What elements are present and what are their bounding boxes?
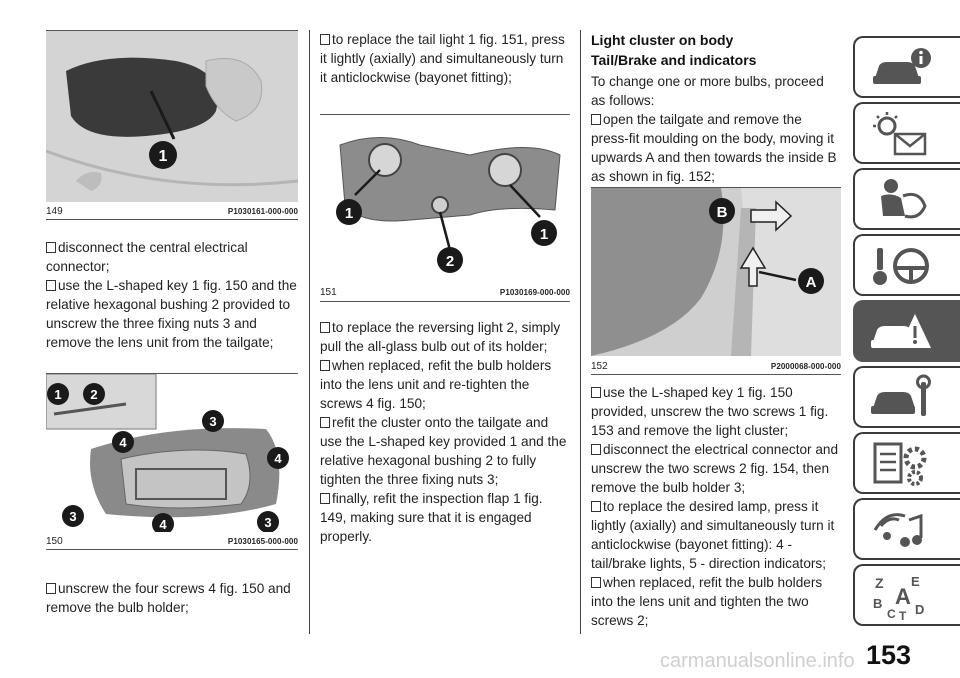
column-divider: [309, 30, 310, 634]
step-list: [320, 318, 570, 546]
column-divider: [580, 30, 581, 634]
figure-152-image: [591, 188, 841, 356]
figure-code: P1030165-000-000: [227, 537, 298, 546]
checkbox-bullet-icon: [320, 322, 330, 333]
figure-151-callout: 1: [539, 226, 549, 243]
dashboard-lights-icon: [869, 110, 933, 158]
step-list: [591, 72, 841, 186]
step-item: use the L-shaped key 1 fig. 150 provided, unscrew the two screws 1 fig. 153 and remove the light cluster;: [591, 385, 829, 438]
key-steering-wheel-icon: [869, 242, 933, 290]
figure-150-callout: 3: [69, 509, 77, 524]
figure-code: P2000068-000-000: [770, 362, 841, 371]
tab-starting-driving[interactable]: [853, 234, 960, 296]
checkbox-bullet-icon: [320, 493, 330, 504]
figure-150-callout: 3: [209, 414, 217, 429]
tab-car-info[interactable]: [853, 36, 960, 98]
tab-index[interactable]: [853, 564, 960, 626]
step-item: when replaced, refit the bulb holders into the lens unit and re-tighten the screws 4 fig. 150;: [320, 358, 552, 411]
figure-150-callout: 1: [54, 387, 62, 402]
figure-151-callout: 2: [445, 253, 455, 270]
tab-safety[interactable]: [853, 168, 960, 230]
step-item: use the L-shaped key 1 fig. 150 and the relative hexagonal bushing 2 provided to unscrew the three fixing nuts 3 and remove the lens unit from the tailgate;: [46, 278, 297, 350]
column-1: [46, 0, 298, 615]
step-list: [46, 238, 298, 352]
step-item: when replaced, refit the bulb holders into the lens unit and tighten the two screws 2;: [591, 575, 823, 628]
figure-149-callout-1: 1: [158, 148, 168, 165]
index-letter: D: [915, 602, 925, 617]
tab-emergency[interactable]: [853, 300, 960, 362]
figure-149-image: [46, 31, 298, 202]
checkbox-bullet-icon: [591, 501, 601, 512]
emergency-icon: [869, 308, 933, 356]
checkbox-bullet-icon: [46, 280, 56, 291]
car-maintenance-icon: [869, 374, 933, 422]
figure-152-callout: B: [716, 204, 728, 221]
index-icon: [869, 572, 933, 620]
figure-150-image: [46, 374, 298, 532]
figure-150-callout: 4: [159, 517, 167, 532]
multimedia-icon: [869, 506, 933, 554]
step-item: to replace the reversing light 2, simply pull the all-glass bulb out of its holder;: [320, 320, 561, 354]
watermark: carmanualsonline.info: [660, 650, 855, 672]
checkbox-bullet-icon: [320, 34, 330, 45]
checkbox-bullet-icon: [46, 583, 56, 594]
figure-150-callout: 2: [90, 387, 98, 402]
figure-number: 152: [591, 361, 608, 372]
figure-number: 149: [46, 206, 63, 217]
figure-number: 151: [320, 287, 337, 298]
figure-150-callout: 4: [119, 435, 127, 450]
checkbox-bullet-icon: [591, 387, 601, 398]
figure-code: P1030161-000-000: [227, 207, 298, 216]
step-item: open the tailgate and remove the press-fit moulding on the body, moving it upwards A and then towards the inside B as shown in fig. 152;: [591, 112, 837, 184]
car-info-icon: [869, 44, 933, 92]
step-item: disconnect the central electrical connector;: [46, 240, 248, 274]
figure-152-callout: A: [805, 274, 817, 291]
tab-dashboard-lights[interactable]: [853, 102, 960, 164]
safety-seat-icon: [869, 176, 933, 224]
step-item: finally, refit the inspection flap 1 fig. 149, making sure that it is engaged properly.: [320, 491, 543, 544]
index-letter: B: [873, 596, 883, 611]
checkbox-bullet-icon: [591, 114, 601, 125]
step-item: refit the cluster onto the tailgate and use the L-shaped key provided 1 and the relative hexagonal bushing 2 to fully tighten the three fixing nuts 3;: [320, 415, 567, 487]
section-heading: Light cluster on body: [591, 32, 734, 48]
checkbox-bullet-icon: [46, 242, 56, 253]
technical-data-icon: [869, 440, 933, 488]
figure-150-callout: 4: [274, 451, 282, 466]
step-list: [591, 383, 841, 630]
tab-multimedia[interactable]: [853, 498, 960, 560]
checkbox-bullet-icon: [320, 360, 330, 371]
tab-technical-data[interactable]: [853, 432, 960, 494]
figure-151-callout: 1: [344, 205, 354, 222]
step-item: to replace the tail light 1 fig. 151, press it lightly (axially) and simultaneously turn it anticlockwise (bayonet fitting);: [320, 32, 565, 85]
figure-number: 150: [46, 536, 63, 547]
checkbox-bullet-icon: [320, 417, 330, 428]
checkbox-bullet-icon: [591, 444, 601, 455]
figure-152: [591, 187, 841, 377]
step-item: disconnect the electrical connector and unscrew the two screws 2 fig. 154, then remove the bulb holder 3;: [591, 442, 839, 495]
step-item: unscrew the four screws 4 fig. 150 and remove the bulb holder;: [46, 581, 291, 615]
step-list: [320, 30, 570, 87]
checkbox-bullet-icon: [591, 577, 601, 588]
subsection-heading: Tail/Brake and indicators: [591, 52, 757, 68]
figure-151-image: [320, 115, 570, 281]
tab-maintenance[interactable]: [853, 366, 960, 428]
step-list: [46, 579, 298, 617]
index-letter: T: [899, 609, 907, 620]
intro-text: To change one or more bulbs, proceed as follows:: [591, 74, 824, 108]
figure-150-callout: 3: [264, 515, 272, 530]
index-letter: E: [911, 574, 920, 589]
figure-150: [46, 373, 298, 553]
index-letter: A: [895, 584, 911, 609]
step-item: to replace the desired lamp, press it lightly (axially) and simultaneously turn it anticlockwise (bayonet fitting): 4 - tail/brake lights, 5 - direction indicators;: [591, 499, 835, 571]
figure-code: P1030169-000-000: [499, 288, 570, 297]
page-number: 153: [866, 640, 912, 670]
figure-151: [320, 114, 570, 310]
figure-149: [46, 0, 298, 215]
index-letter: Z: [875, 575, 884, 591]
index-letter: C: [887, 607, 896, 620]
